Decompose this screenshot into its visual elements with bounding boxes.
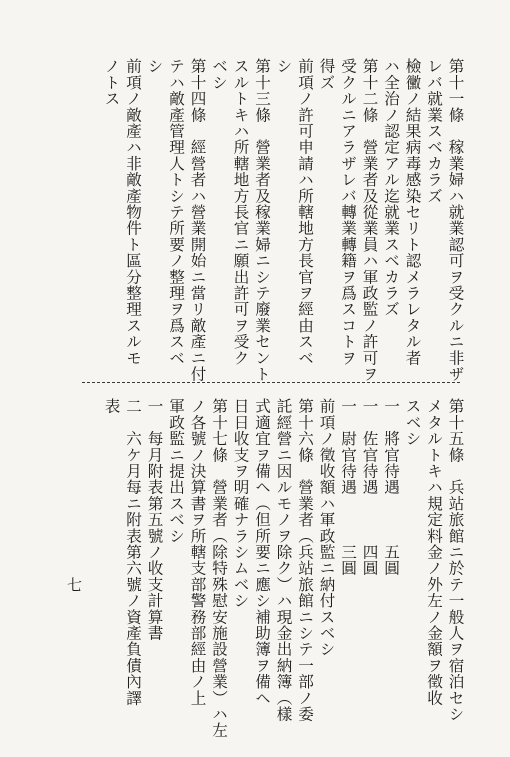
text-column: 一 尉官待遇 三圓 (339, 398, 358, 577)
text-column: 第十二條 營業者及從業員ハ軍政監ノ許可ヲ (360, 58, 379, 382)
text-column: 第十六條 營業者（兵站旅館ニシテ一部ノ委 (296, 398, 315, 722)
text-column: 前項ノ徵收額ハ軍政監ニ納付スベシ (317, 398, 336, 658)
page-number: 七 (65, 577, 83, 592)
text-column: スルトキハ所轄地方長官ニ願出許可ヲ受ク (231, 58, 250, 366)
text-column: 第十五條 兵站旅館ニ於テ一般人ヲ宿泊セシ (446, 398, 465, 722)
text-column: 表 (102, 398, 121, 415)
text-column: 一 將官待遇 五圓 (382, 398, 401, 577)
text-column: 一 每月附表第五號ノ收支計算書 (145, 398, 164, 641)
text-column: ノトス (102, 58, 121, 107)
text-column: 式適宜ヲ備ヘ（但所要ニ應シ補助簿ヲ備ヘ (253, 398, 272, 706)
text-column: 得ズ (317, 58, 336, 91)
text-column: 受クルニアラザレバ轉業轉籍ヲ爲スコトヲ (339, 58, 358, 366)
text-column: 第十一條 稼業婦ハ就業認可ヲ受クルニ非ザ (446, 58, 465, 382)
text-column: シ (274, 58, 293, 75)
text-column: 二 六ケ月每ニ附表第六號ノ資產負債內譯 (124, 398, 143, 706)
text-column: 託經營ニ因ルモノヲ除ク）ハ現金出納簿（樣 (274, 398, 293, 722)
text-column: メタルトキハ規定料金ノ外左ノ金額ヲ徵收 (425, 398, 444, 706)
text-column: 前項ノ許可申請ハ所轄地方長官ヲ經由スベ (296, 58, 315, 366)
text-column: 一 佐官待遇 四圓 (360, 398, 379, 577)
text-column: 日日收支ヲ明確ナラシムベシ (231, 398, 250, 609)
text-column: 前項ノ敵產ハ非敵產物件ト區分整理スルモ (124, 58, 143, 366)
section-divider (82, 382, 460, 383)
text-column: 第十四條 經營者ハ營業開始ニ當リ敵產ニ付 (188, 58, 207, 382)
text-column: ノ各號ノ決算書ヲ所轄支部警務部經由ノ上 (188, 398, 207, 706)
text-column: スベシ (403, 398, 422, 447)
text-column: ベシ (210, 58, 229, 91)
text-column: ハ全治ノ認定アル迄就業スベカラズ (382, 58, 401, 318)
text-column: シ (145, 58, 164, 75)
text-column: テハ敵產管理人トシテ所要ノ整理ヲ爲スベ (167, 58, 186, 366)
text-column: 軍政監ニ提出スベシ (167, 398, 186, 544)
text-column: 第十七條 營業者（除特殊慰安施設營業）ハ左 (210, 398, 229, 739)
text-column: 第十三條 營業者及稼業婦ニシテ廢業セント (253, 58, 272, 382)
text-column: レバ就業スベカラズ (425, 58, 444, 204)
text-column: 檢黴ノ結果病毒感染セリト認メラレタル者 (403, 58, 422, 366)
